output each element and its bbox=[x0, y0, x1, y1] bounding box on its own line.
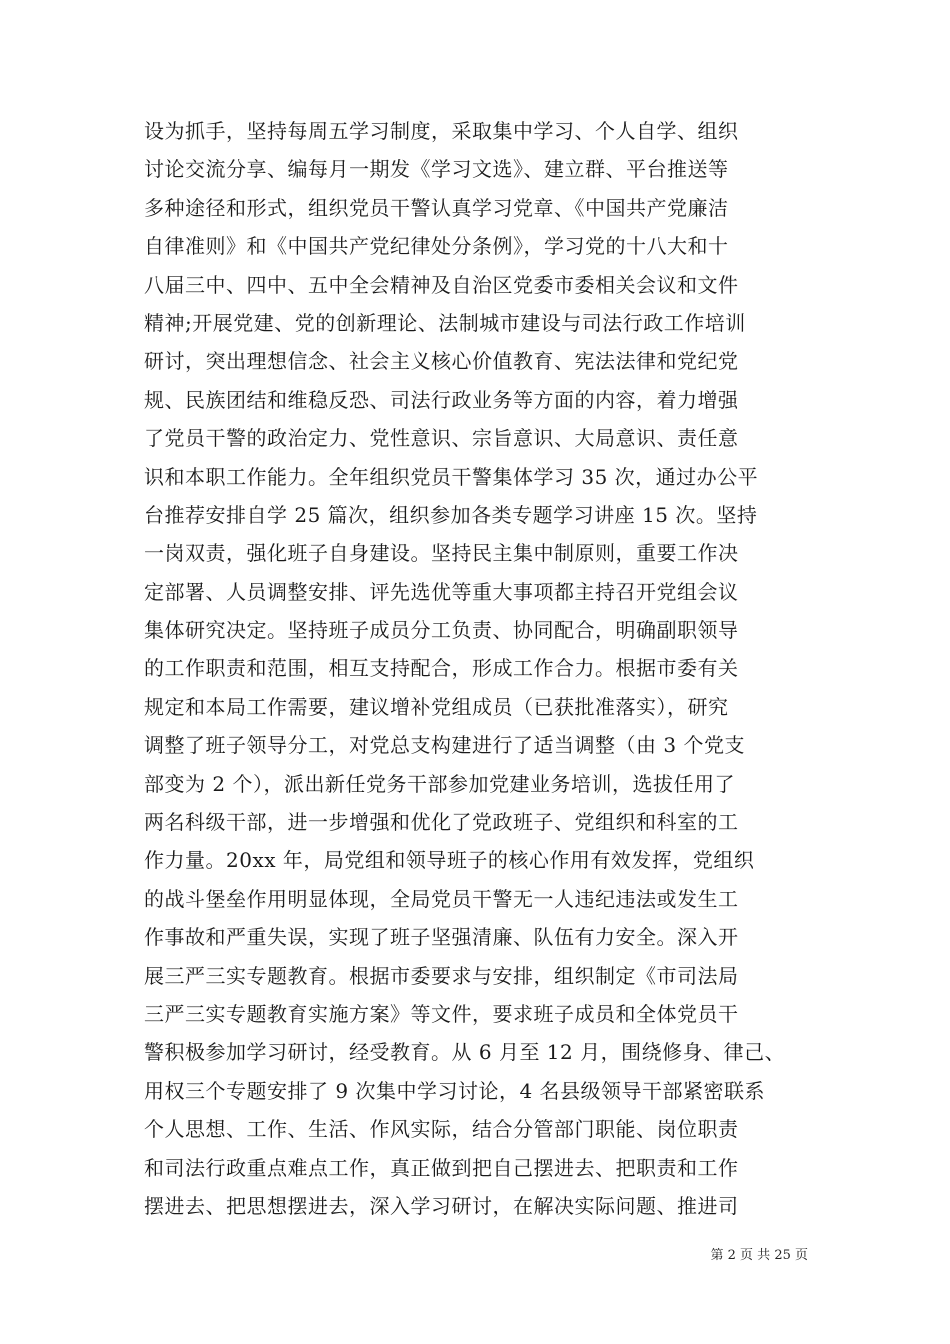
text-line: 八届三中、四中、五中全会精神及自治区党委市委相关会议和文件 bbox=[144, 272, 739, 297]
text-line: 了党员干警的政治定力、党性意识、宗旨意识、大局意识、责任意 bbox=[144, 426, 739, 451]
body-text bbox=[144, 112, 814, 1225]
text-line: 讨论交流分享、编每月一期发《学习文选》、建立群、平台推送等 bbox=[144, 157, 729, 182]
text-line: 调整了班子领导分工，对党总支构建进行了适当调整（由 3 个党支 bbox=[144, 733, 745, 758]
text-line: 展三严三实专题教育。根据市委要求与安排，组织制定《市司法局 bbox=[144, 963, 739, 988]
text-line: 三严三实专题教育实施方案》等文件，要求班子成员和全体党员干 bbox=[144, 1001, 739, 1026]
text-line: 多种途径和形式，组织党员干警认真学习党章、《中国共产党廉洁 bbox=[144, 195, 729, 220]
text-line: 和司法行政重点难点工作，真正做到把自己摆进去、把职责和工作 bbox=[144, 1155, 739, 1180]
text-line: 的工作职责和范围，相互支持配合，形成工作合力。根据市委有关 bbox=[144, 656, 739, 681]
text-line: 摆进去、把思想摆进去，深入学习研讨，在解决实际问题、推进司 bbox=[144, 1193, 739, 1218]
text-line: 部变为 2 个），派出新任党务干部参加党建业务培训，选拔任用了 bbox=[144, 771, 735, 796]
text-line: 两名科级干部，进一步增强和优化了党政班子、党组织和科室的工 bbox=[144, 810, 739, 835]
text-line: 一岗双责，强化班子自身建设。坚持民主集中制原则，重要工作决 bbox=[144, 541, 739, 566]
text-line: 作事故和严重失误，实现了班子坚强清廉、队伍有力安全。深入开 bbox=[144, 925, 739, 950]
text-line: 自律准则》和《中国共产党纪律处分条例》，学习党的十八大和十 bbox=[144, 234, 729, 259]
text-line: 规、民族团结和维稳反恐、司法行政业务等方面的内容，着力增强 bbox=[144, 387, 739, 412]
text-line: 警积极参加学习研讨，经受教育。从 6 月至 12 月，围绕修身、律己、 bbox=[144, 1040, 786, 1065]
text-line: 台推荐安排自学 25 篇次，组织参加各类专题学习讲座 15 次。坚持 bbox=[144, 502, 758, 527]
text-line: 的战斗堡垒作用明显体现，全局党员干警无一人违纪违法或发生工 bbox=[144, 886, 739, 911]
text-line: 识和本职工作能力。全年组织党员干警集体学习 35 次，通过办公平 bbox=[144, 464, 759, 489]
text-line: 作力量。20xx 年，局党组和领导班子的核心作用有效发挥，党组织 bbox=[144, 848, 755, 873]
text-line: 研讨，突出理想信念、社会主义核心价值教育、宪法法律和党纪党 bbox=[144, 349, 739, 374]
text-line: 设为抓手，坚持每周五学习制度，采取集中学习、个人自学、组织 bbox=[144, 119, 739, 143]
text-line: 精神;开展党建、党的创新理论、法制城市建设与司法行政工作培训 bbox=[144, 310, 746, 335]
text-line: 用权三个专题安排了 9 次集中学习讨论，4 名县级领导干部紧密联系 bbox=[144, 1078, 766, 1103]
page-number: 第 2 页 共 25 页 bbox=[710, 1248, 808, 1263]
text-line: 定部署、人员调整安排、评先选优等重大事项都主持召开党组会议 bbox=[144, 579, 739, 604]
text-line: 规定和本局工作需要，建议增补党组成员（已获批准落实），研究 bbox=[144, 694, 729, 719]
text-line: 集体研究决定。坚持班子成员分工负责、协同配合，明确副职领导 bbox=[144, 618, 739, 643]
text-line: 个人思想、工作、生活、作风实际，结合分管部门职能、岗位职责 bbox=[144, 1117, 739, 1142]
